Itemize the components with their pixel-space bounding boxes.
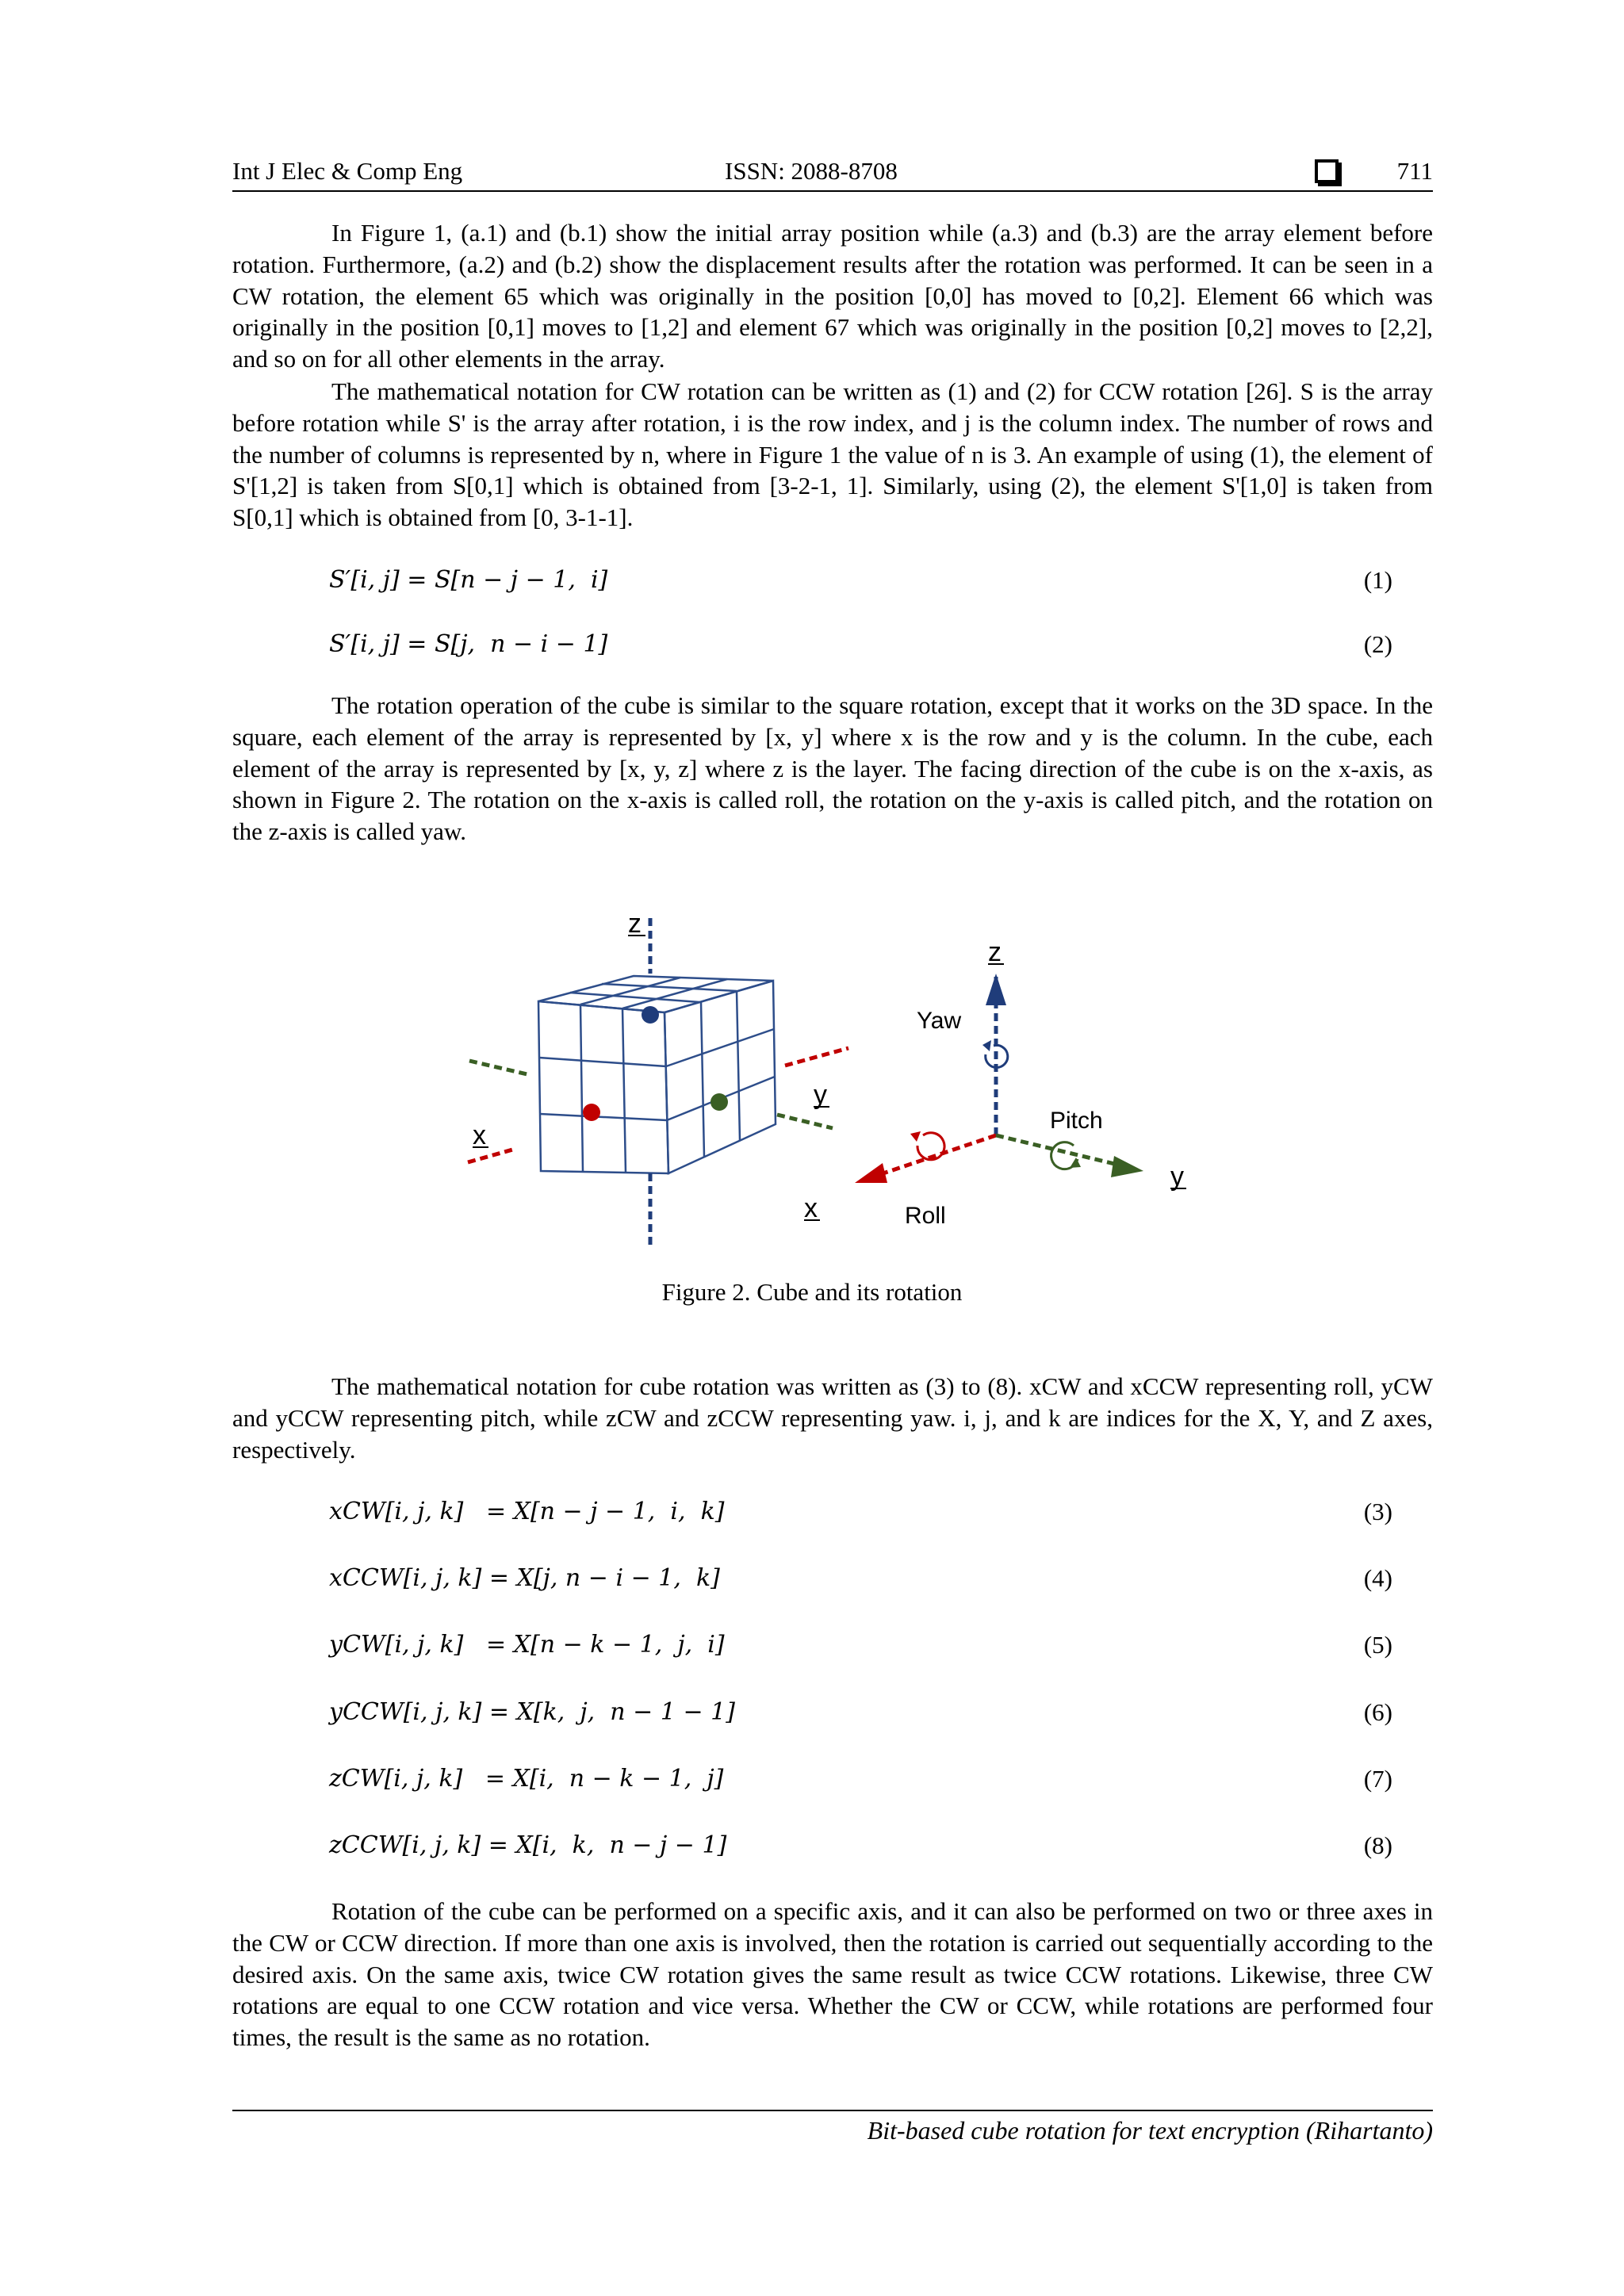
cube-y-label: y: [814, 1080, 827, 1110]
equation-1-number: (1): [1363, 566, 1392, 594]
axes-y-line: [996, 1135, 1128, 1167]
journal-name: Int J Elec & Comp Eng: [232, 157, 463, 185]
figure-caption: Figure 2. Cube and its rotation: [661, 1278, 963, 1306]
axes-z-arrow: [986, 974, 1006, 1005]
cube-z-label: z: [628, 909, 642, 939]
axes-x-label: x: [804, 1193, 818, 1223]
yaw-label: Yaw: [917, 1008, 962, 1034]
equation-7: zCW[i, j, k] = X[i, n − k − 1, j]: [329, 1765, 724, 1793]
cube-x-label: x: [473, 1120, 486, 1150]
footer-rule: [232, 2110, 1433, 2111]
header-rule: [232, 190, 1433, 192]
page-number: 711: [1396, 157, 1433, 185]
z-axis-point: [642, 1006, 659, 1024]
axes-diagram: [855, 974, 1143, 1183]
equation-2: S′[i, j] = S[j, n − i − 1]: [329, 630, 608, 658]
equation-8: zCCW[i, j, k] = X[i, k, n − j − 1]: [329, 1831, 727, 1859]
axes-y-label: y: [1170, 1161, 1184, 1192]
equation-6-number: (6): [1363, 1698, 1392, 1726]
paragraph-5: Rotation of the cube can be performed on a specific axis, and it can also be performed on two or three axes in the CW or CCW direction. If more than one axis is involved, then the rotation is carried out sequentially according to the desired axis. On the same axis, twice CW rotation gives the same result as twice CCW rotations. Likewise, three CW rotations are equal to one CCW rotation and vice versa. Whether the CW or CCW, while rotations are performed four times, the result is the same as no rotation.: [232, 1897, 1433, 2052]
cube-z-axis: [642, 918, 659, 1245]
equation-5: yCW[i, j, k] = X[n − k − 1, j, i]: [329, 1631, 725, 1659]
checkbox-square-icon: [1315, 159, 1339, 183]
paragraph-1: In Figure 1, (a.1) and (b.1) show the initial array position while (a.3) and (b.3) are the array element before rotation. Furthermore, (a.2) and (b.2) show the displacement results after the rotation was performed. It can be seen in a CW rotation, the element 65 which was originally in the position [0,0] has moved to [0,2]. Element 66 which was originally in the position [0,1] moves to [1,2] and element 67 which was originally in the position [0,2] moves to [2,2], and so on for all other elements in the array.: [232, 219, 1433, 373]
x-axis-point: [583, 1104, 600, 1121]
axes-x-arrow: [855, 1163, 887, 1183]
cube-side-face: [665, 981, 776, 1173]
cube-y-axis: [469, 1061, 833, 1128]
paragraph-2: The mathematical notation for CW rotation can be written as (1) and (2) for CCW rotation [26]. S is the array before rotation while S' is the array after rotation, i is the row index, and j is the column index. The number of rows and the number of columns is represented by n, where in Figure 1 the value of n is 3. An example of using (1), the element of S'[1,2] is taken from S[0,1] which is obtained from [3-2-1, 1]. Similarly, using (2), the element S'[1,0] is taken from S[0,1] which is obtained from [0, 3-1-1].: [232, 377, 1433, 532]
cube-diagram: [538, 976, 776, 1173]
equation-3: xCW[i, j, k] = X[n − j − 1, i, k]: [329, 1498, 725, 1525]
issn: ISSN: 2088-8708: [725, 157, 898, 185]
axes-y-arrow: [1111, 1156, 1143, 1177]
equation-5-number: (5): [1363, 1631, 1392, 1659]
equation-1: S′[i, j] = S[n − j − 1, i]: [329, 566, 608, 594]
equation-8-number: (8): [1363, 1831, 1392, 1859]
running-header: [232, 155, 1433, 190]
equation-6: yCCW[i, j, k] = X[k, j, n − 1 − 1]: [329, 1698, 735, 1726]
y-axis-point: [710, 1093, 728, 1111]
paragraph-4: The mathematical notation for cube rotation was written as (3) to (8). xCW and xCCW representing roll, yCW and yCCW representing pitch, while zCW and zCCW representing yaw. i, j, and k are indices for the X, Y, and Z axes, respectively.: [232, 1372, 1433, 1464]
roll-label: Roll: [905, 1203, 946, 1229]
equation-4: xCCW[i, j, k] = X[j, n − i − 1, k]: [329, 1564, 720, 1592]
equation-2-number: (2): [1363, 630, 1392, 658]
equation-3-number: (3): [1363, 1498, 1392, 1525]
cube-front-face: [538, 1001, 668, 1173]
equation-7-number: (7): [1363, 1765, 1392, 1793]
equation-4-number: (4): [1363, 1564, 1392, 1592]
figure-2: [444, 904, 1205, 1253]
paragraph-3: The rotation operation of the cube is similar to the square rotation, except that it works on the 3D space. In the square, each element of the array is represented by [x, y] where x is the row and y is the column. In the cube, each element of the array is represented by [x, y, z] where z is the layer. The facing direction of the cube is on the x-axis, as shown in Figure 2. The rotation on the x-axis is called roll, the rotation on the y-axis is called pitch, and the rotation on the z-axis is called yaw.: [232, 691, 1433, 846]
pitch-label: Pitch: [1050, 1108, 1103, 1134]
axes-z-label: z: [988, 937, 1002, 967]
running-footer: Bit-based cube rotation for text encryption (Rihartanto): [867, 2116, 1433, 2145]
